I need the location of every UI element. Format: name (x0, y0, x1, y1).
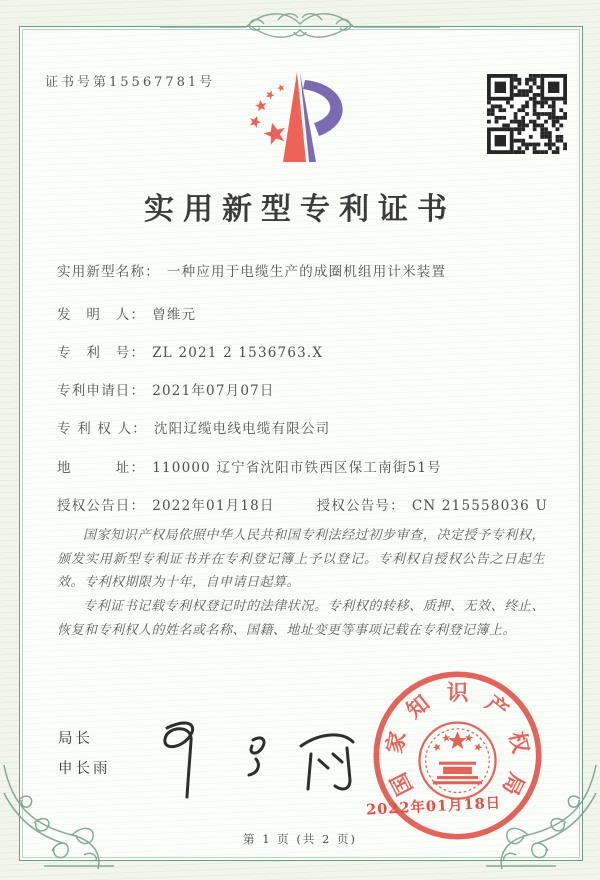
certificate-number: 证书号第15567781号 (45, 75, 216, 90)
field-filing-date (57, 379, 275, 399)
field-value: 110000 辽宁省沈阳市铁西区保工南街51号 (152, 460, 442, 476)
field-label: 地 址： (57, 460, 146, 476)
cnipa-logo-icon (233, 60, 373, 175)
field-inventor (57, 303, 196, 323)
cnipa-round-seal-icon (365, 663, 550, 848)
field-utility-model-name (57, 260, 446, 280)
page-number-footer: 第 1 页 (共 2 页) (243, 832, 357, 846)
field-label: 专 利 权 人： (57, 421, 147, 437)
field-value: 2022年01月18日 (152, 498, 275, 514)
field-value: 曾维元 (152, 307, 197, 323)
svg-text:局: 局 (496, 768, 529, 799)
director-signature-icon (135, 710, 375, 805)
field-value: CN 215558036 U (411, 498, 549, 514)
svg-text:家: 家 (382, 729, 412, 756)
corner-flourish-bottom-left (2, 763, 114, 875)
field-label: 实用新型名称： (57, 264, 160, 280)
qr-code-icon (487, 74, 567, 154)
signer-title: 局长 (58, 731, 93, 747)
field-label: 发 明 人： (57, 307, 146, 323)
signer-name: 申长雨 (58, 761, 111, 777)
field-patentee (57, 417, 330, 437)
svg-text:识: 识 (446, 681, 469, 706)
seal-date: 2022年01月18日 (365, 794, 502, 819)
field-label: 专利申请日： (57, 383, 146, 399)
svg-text:权: 权 (503, 729, 533, 756)
certificate-body-text (57, 524, 545, 642)
field-label: 授权公告号： (316, 498, 405, 514)
field-label: 专 利 号： (57, 345, 146, 361)
svg-text:产: 产 (480, 690, 513, 724)
field-value: ZL 2021 2 1536763.X (152, 345, 324, 361)
field-value: 一种应用于电缆生产的成圈机组用计米装置 (166, 264, 447, 280)
field-label: 授权公告日： (57, 498, 146, 514)
page-title: 实用新型专利证书 (144, 192, 456, 227)
field-address (57, 456, 442, 476)
paragraph-grant-statement: 国家知识产权局依照中华人民共和国专利法经过初步审查，决定授予专利权，颁发实用新型专利证书并在专利登记簿上予以登记。专利权自授权公告之日起生效。专利权期限为十年，自申请日起算。 (57, 528, 545, 591)
paragraph-register-statement: 专利证书记载专利权登记时的法律状况。专利权的转移、质押、无效、终止、恢复和专利权人的姓名或名称、国籍、地址变更等事项记载在专利登记簿上。 (57, 598, 545, 638)
svg-text:知: 知 (402, 690, 435, 724)
field-grant-date-and-number (57, 494, 548, 514)
field-patent-number (57, 341, 323, 361)
field-value: 沈阳辽缆电线电缆有限公司 (153, 421, 331, 437)
svg-text:国: 国 (386, 768, 419, 799)
top-flourish-ornament (160, 4, 440, 48)
field-value: 2021年07月07日 (152, 383, 275, 399)
